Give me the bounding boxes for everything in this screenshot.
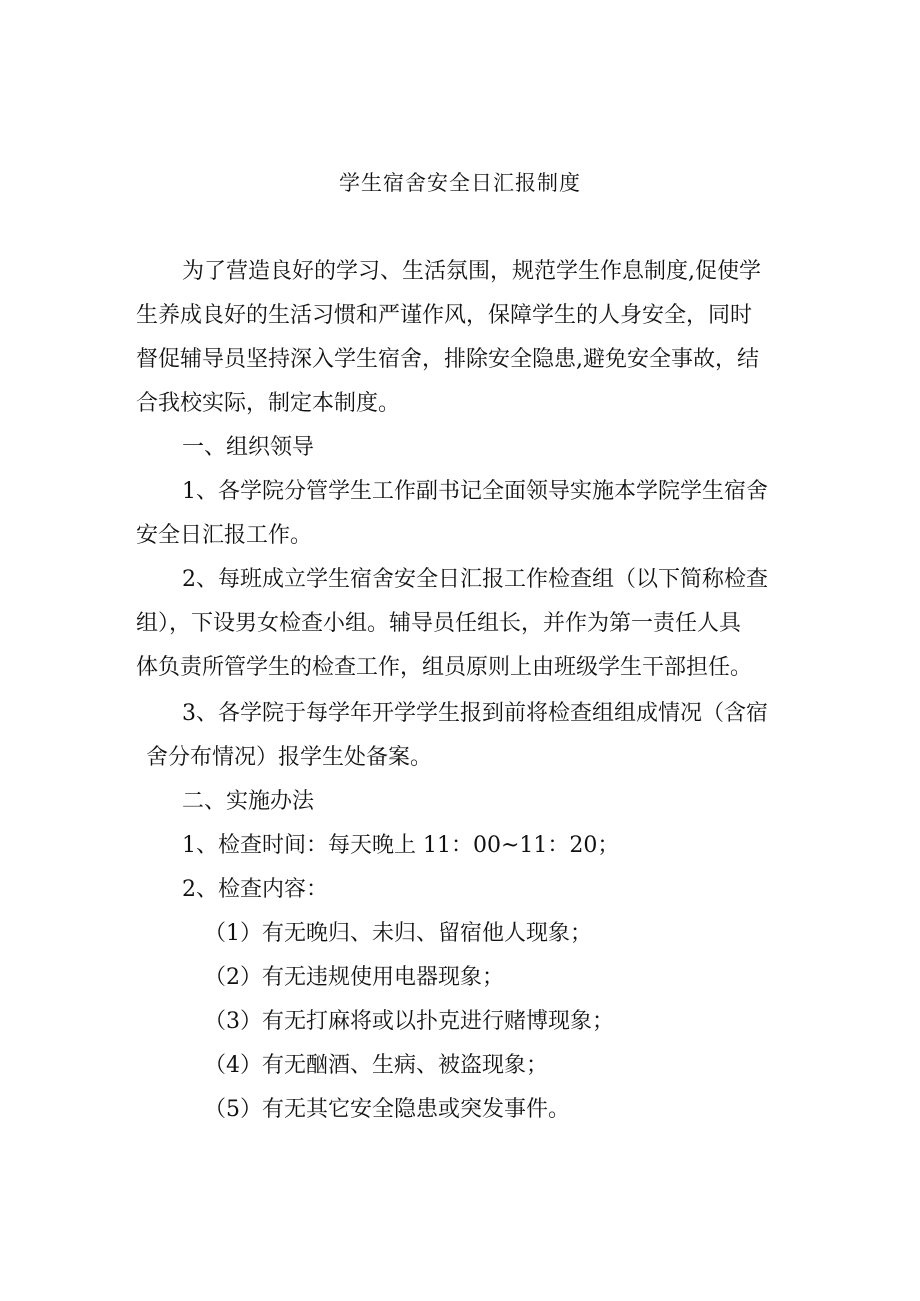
sub-list-item: （2）有无违规使用电器现象；	[204, 965, 504, 990]
sub-list-item: （1）有无晚归、未归、留宿他人现象；	[204, 921, 592, 946]
paragraph-line: 2、每班成立学生宿舍安全日汇报工作检查组（以下简称检查	[182, 567, 768, 592]
section-heading: 二、实施办法	[182, 789, 315, 814]
paragraph-line: 组），下设男女检查小组。辅导员任组长，并作为第一责任人具	[136, 611, 742, 636]
paragraph-line: 体负责所管学生的检查工作，组员原则上由班级学生干部担任。	[136, 655, 753, 680]
list-item: 2、检查内容：	[182, 877, 328, 902]
document-title: 学生宿舍安全日汇报制度	[339, 171, 581, 195]
section-heading: 一、组织领导	[182, 435, 315, 460]
list-item: 1、检查时间：每天晚上 11：00~11：20；	[182, 833, 620, 858]
paragraph-line: 生养成良好的生活习惯和严谨作风，保障学生的人身安全，同时	[136, 303, 753, 328]
paragraph-line: 安全日汇报工作。	[136, 523, 313, 548]
sub-list-item: （5）有无其它安全隐患或突发事件。	[204, 1097, 570, 1122]
paragraph-line: 合我校实际，制定本制度。	[136, 391, 401, 416]
paragraph-line: 督促辅导员坚持深入学生宿舍，排除安全隐患,避免安全事故，结	[136, 347, 759, 372]
paragraph-line: 为了营造良好的学习、生活氛围，规范学生作息制度,促使学	[182, 259, 761, 284]
paragraph-line: 3、各学院于每学年开学学生报到前将检查组组成情况（含宿	[182, 701, 768, 726]
paragraph-line: 舍分布情况）报学生处备案。	[146, 745, 433, 770]
sub-list-item: （3）有无打麻将或以扑克进行赌博现象；	[204, 1009, 614, 1034]
sub-list-item: （4）有无酗酒、生病、被盗现象；	[204, 1053, 548, 1078]
paragraph-line: 1、各学院分管学生工作副书记全面领导实施本学院学生宿舍	[182, 479, 768, 504]
